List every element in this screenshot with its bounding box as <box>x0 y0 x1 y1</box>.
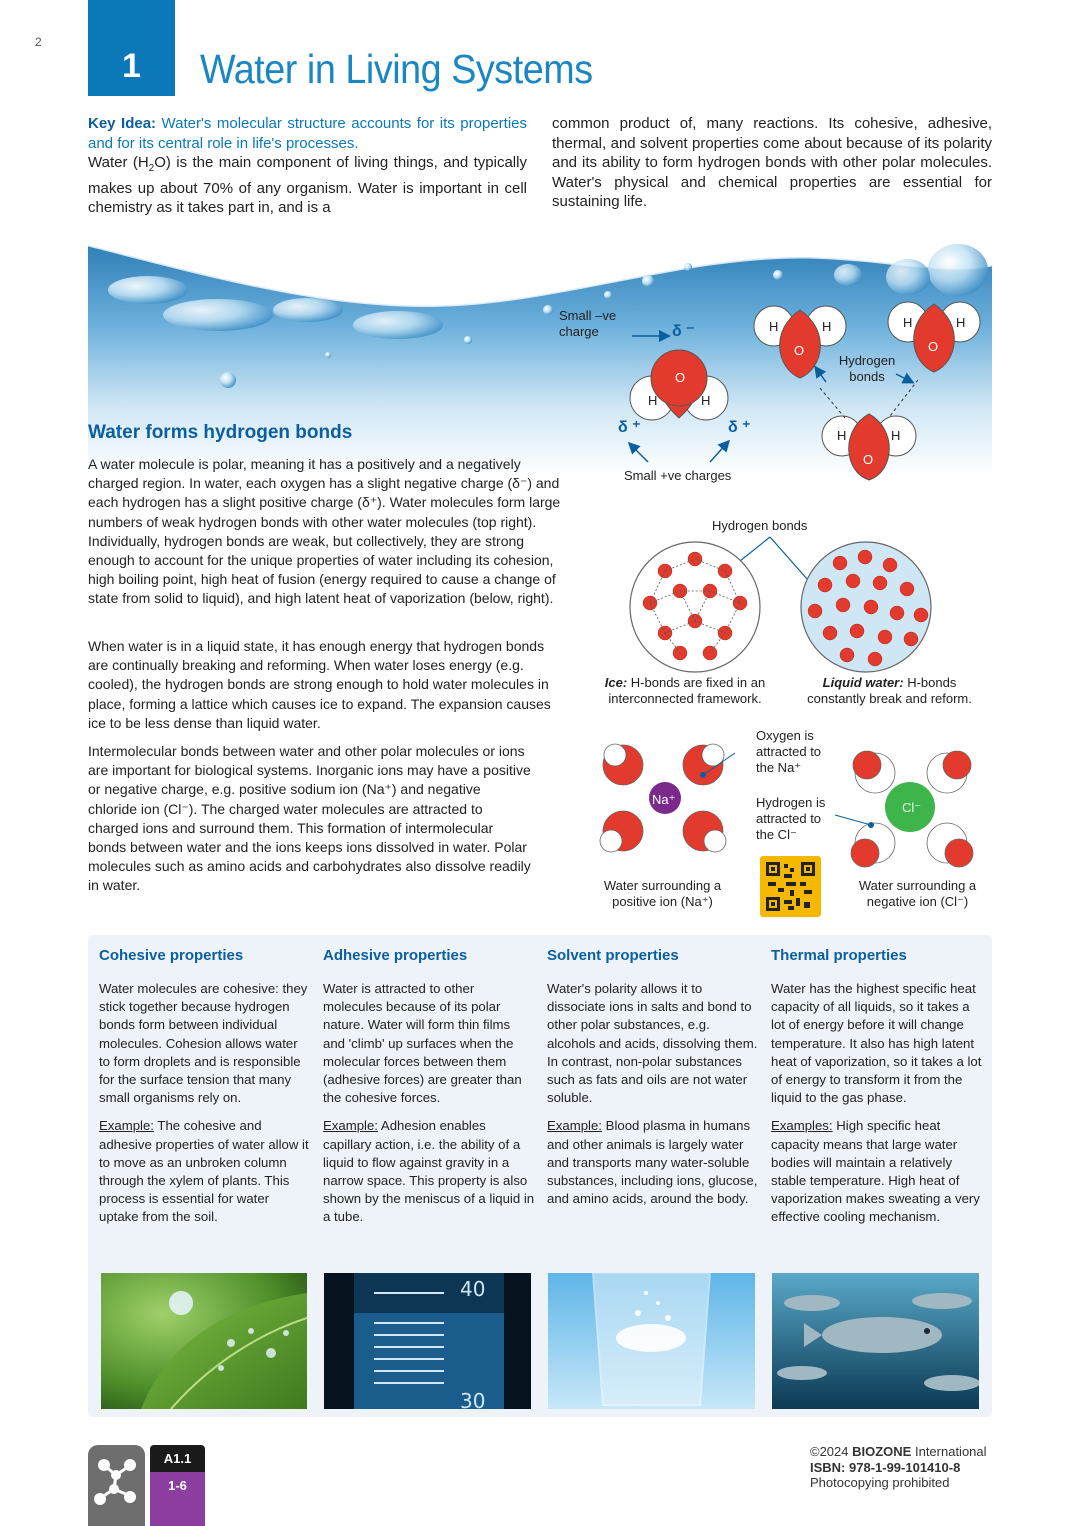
sodium-ion-label: Na⁺ <box>652 792 676 807</box>
delta-negative-label: δ ⁻ <box>672 323 695 340</box>
photocopy-notice: Photocopying prohibited <box>810 1475 950 1490</box>
dissolving-tablet-photo <box>548 1273 755 1409</box>
oxygen-attracted-label: Oxygen is attracted to the Na⁺ <box>756 728 822 775</box>
atom-h-8: H <box>891 428 901 443</box>
intro-left <box>88 114 527 218</box>
copyright-block <box>810 1444 987 1491</box>
page-title: Water in Living Systems <box>200 46 593 92</box>
solvent-column <box>547 947 759 1208</box>
solvent-heading: Solvent properties <box>547 947 679 964</box>
chloride-ion-label: Cl⁻ <box>902 800 922 815</box>
isbn-line: ISBN: 978-1-99-101410-8 <box>810 1459 961 1475</box>
key-idea-label: Key Idea: <box>88 115 157 132</box>
liquid-caption: Liquid water: H-bonds constantly break and reform. <box>807 675 972 706</box>
cylinder-mark-30: 30 <box>460 1389 486 1409</box>
hydrogen-bonds-label-lattice: Hydrogen bonds <box>712 518 808 533</box>
adhesive-example: Example: Adhesion enables capillary action, i.e. the ability of a liquid to flow against gravity in a narrow space. This property is also shown by the meniscus of a liquid in a tube. <box>323 1118 535 1225</box>
atom-o-4: O <box>863 452 874 467</box>
thermal-heading: Thermal properties <box>771 947 907 964</box>
ice-caption: Ice: H-bonds are fixed in an interconnected framework. <box>604 675 766 706</box>
adhesive-text: Water is attracted to other molecules because of its polar nature. Water will form thin films and 'climb' up surfaces when the molecular forces between them (adhesive forces) are greater than the cohesive forces. <box>323 981 522 1106</box>
atom-h-3: H <box>769 319 779 334</box>
delta-positive-left: δ ⁺ <box>618 419 641 436</box>
adhesive-heading: Adhesive properties <box>323 947 468 964</box>
small-negative-charge-label: Small –ve charge <box>559 308 617 339</box>
section-paragraph-3: Intermolecular bonds between water and other polar molecules or ions are important for biological systems. Inorganic ions may have a positive or negative charge, e.g. positive sodium ion (Na⁺) and negative chloride ion (Cl⁻). The charged water molecules are attracted to charged ions and surround them. This formation of intermolecular bonds between water and the ions keeps ions dissolved in water. Polar molecules such as amino acids and carbohydrates also dissolve readily in water. <box>88 743 531 894</box>
solvent-example: Example: Blood plasma in humans and other animals is largely water and transports many water-soluble substances, including ions, glucose, and amino acids, around the body. <box>547 1118 758 1207</box>
measuring-cylinder-photo <box>324 1273 531 1409</box>
atom-h-1: H <box>648 393 658 408</box>
cohesive-text: Water molecules are cohesive: they stick together because hydrogen bonds form between individual molecules. Cohesion allows water to form droplets and is responsible for the surface tension that many small organisms rely on. <box>99 981 308 1106</box>
cylinder-mark-40: 40 <box>460 1277 486 1301</box>
atom-h-4: H <box>822 319 832 334</box>
cohesive-heading: Cohesive properties <box>99 947 244 964</box>
ice-liquid-diagram <box>625 533 955 678</box>
topic-range-tag: 1-6 <box>150 1472 205 1526</box>
molecule-topic-icon <box>88 1445 145 1526</box>
adhesive-column <box>323 947 535 1227</box>
atom-o-1: O <box>675 370 686 385</box>
intro-right: common product of, many reactions. Its cohesive, adhesive, thermal, and solvent properties come about because of its polarity and its ability to form hydrogen bonds with other polar molecules. Water's physical and chemical properties are essential for sustaining life. <box>552 115 992 211</box>
cohesive-column <box>99 947 311 1227</box>
intro-para-1a: Water (H <box>88 154 149 172</box>
topic-code-tag: A1.1 <box>150 1445 205 1472</box>
chapter-number: 1 <box>88 0 175 96</box>
hydrogen-bonds-label-top: Hydrogen bonds <box>838 353 896 384</box>
key-idea-text: Water's molecular structure accounts for its properties and for its central role in life's processes. <box>88 115 527 152</box>
intro-subscript: 2 <box>148 163 155 175</box>
section-paragraph-2: When water is in a liquid state, it has enough energy that hydrogen bonds are continually breaking and reforming. When water loses energy (e.g. cooled), the hydrogen bonds are strong enough to hold water molecules in place, forming a lattice which causes ice to expand. The expansion causes ice to be less dense than liquid water. <box>88 638 551 731</box>
copyright-line: ©2024 BIOZONE International <box>810 1444 987 1459</box>
atom-h-2: H <box>701 393 711 408</box>
section-paragraph-1: A water molecule is polar, meaning it has a positively and a negatively charged region. In water, each oxygen has a slight negative charge (δ⁻) and each hydrogen has a slight positive charge (δ⁺). Water molecules form large numbers of weak hydrogen bonds with other water molecules (top right). Individually, hydrogen bonds are weak, but collectively, they are strong enough to account for the unique properties of water including its cohesion, high boiling point, high heat of fusion (energy required to cause a change of state from solid to liquid), and high latent heat of vaporization (below, right). <box>88 456 561 607</box>
delta-positive-right: δ ⁺ <box>728 419 751 436</box>
page-number: 2 <box>35 35 42 49</box>
atom-o-3: O <box>928 339 939 354</box>
thermal-text: Water has the highest specific heat capacity of all liquids, so it takes a lot of energy before it will change temperature. It also has high latent heat of vaporization, so it takes a lot of energy to transform it from the liquid to the gas phase. <box>771 981 982 1106</box>
thermal-column <box>771 947 983 1227</box>
qr-code[interactable] <box>760 856 821 917</box>
negative-ion-caption: Water surrounding a negative ion (Cl⁻) <box>858 878 977 909</box>
water-molecule-bottom <box>822 414 916 480</box>
solvent-text: Water's polarity allows it to dissociate ions in salts and bond to other polar substances, e.g. alcohols and acids, dissolving them. In contrast, non-polar substances such as fats and oils are not water soluble. <box>547 981 758 1106</box>
atom-h-5: H <box>903 315 913 330</box>
section-heading: Water forms hydrogen bonds <box>88 422 353 443</box>
thermal-example: Examples: High specific heat capacity means that large water bodies will maintain a relatively stable temperature. High heat of vaporization makes sweating a very effective cooling mechanism. <box>771 1118 980 1225</box>
cohesive-example: Example: The cohesive and adhesive properties of water allow it to move as an unbroken column through the xylem of plants. This process is essential for water uptake from the soil. <box>99 1118 309 1225</box>
positive-ion-caption: Water surrounding a positive ion (Na⁺) <box>603 878 722 909</box>
atom-h-6: H <box>956 315 966 330</box>
fish-school-photo <box>772 1273 979 1409</box>
intro-para-1b: O) is the main component of living things, and typically makes up about 70% of any organism. Water is important in cell chemistry as it takes part in, and is a <box>88 154 527 217</box>
atom-o-2: O <box>794 343 805 358</box>
hydrogen-attracted-label: Hydrogen is attracted to the Cl⁻ <box>756 795 826 842</box>
leaf-droplet-photo <box>101 1273 307 1409</box>
atom-h-7: H <box>837 428 847 443</box>
small-positive-charges-label: Small +ve charges <box>624 468 732 483</box>
